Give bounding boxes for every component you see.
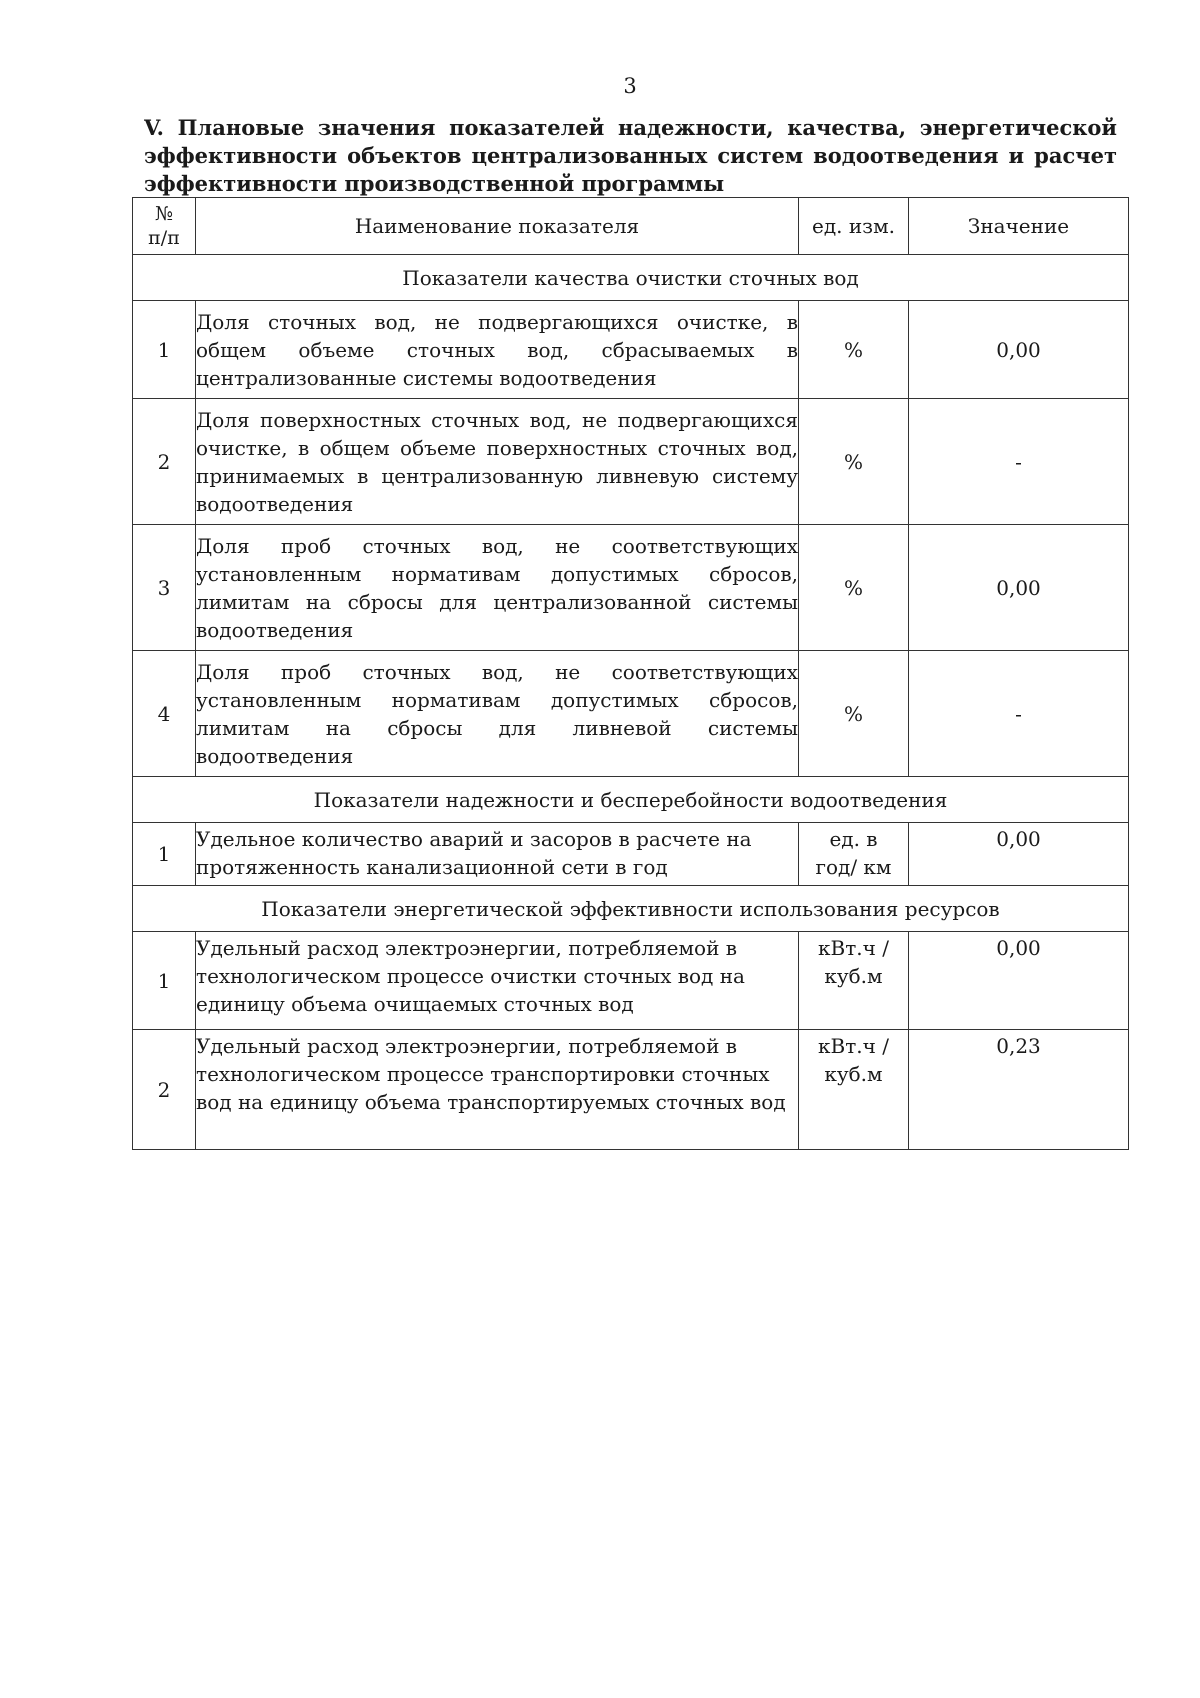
indicator-name-line: протяженность канализационной сети в год [196, 855, 668, 879]
column-header-number-sign: № [155, 203, 173, 225]
indicator-unit: % [799, 525, 909, 651]
indicator-name-line: технологическом процессе очистки сточных вод на [196, 964, 745, 988]
row-number: 3 [133, 525, 196, 651]
indicator-name-line: Удельный расход электроэнергии, потребляемой в [196, 1034, 738, 1058]
indicator-value: 0,23 [909, 1030, 1129, 1150]
indicator-unit-line: кВт.ч / [818, 1034, 889, 1058]
indicator-unit [799, 823, 909, 886]
column-header-unit: ед. изм. [799, 198, 909, 255]
column-header-name: Наименование показателя [196, 198, 799, 255]
table-row [133, 1030, 1129, 1150]
table-row [133, 932, 1129, 1030]
indicator-value: 0,00 [909, 932, 1129, 1030]
indicator-name-line: Удельное количество аварий и засоров в расчете на [196, 827, 752, 851]
indicator-unit-line: ед. в [829, 827, 878, 851]
indicator-value: 0,00 [909, 525, 1129, 651]
row-number: 1 [133, 301, 196, 399]
page-number: 3 [623, 74, 637, 98]
row-number: 2 [133, 399, 196, 525]
table-row [133, 651, 1129, 777]
indicator-name: Доля проб сточных вод, не соответствующих установленным нормативам допустимых сбросов, лимитам на сбросы для ливневой системы водоотведения [196, 651, 799, 777]
column-header-number-abbr: п/п [148, 227, 180, 249]
section-row [133, 777, 1129, 823]
section-row [133, 255, 1129, 301]
row-number: 1 [133, 932, 196, 1030]
indicator-value: 0,00 [909, 823, 1129, 886]
indicator-name: Доля сточных вод, не подвергающихся очистке, в общем объеме сточных вод, сбрасываемых в централизованные системы водоотведения [196, 301, 799, 399]
indicator-unit: % [799, 399, 909, 525]
section-title-quality: Показатели качества очистки сточных вод [133, 255, 1129, 301]
heading-line: эффективности объектов централизованных систем водоотведения и расчет [144, 143, 1117, 168]
indicator-unit: % [799, 651, 909, 777]
indicator-name-line: единицу объема очищаемых сточных вод [196, 992, 634, 1016]
table-row [133, 399, 1129, 525]
indicator-name: Доля проб сточных вод, не соответствующих установленным нормативам допустимых сбросов, лимитам на сбросы для централизованной системы водоотведения [196, 525, 799, 651]
section-title-energy: Показатели энергетической эффективности использования ресурсов [133, 886, 1129, 932]
indicator-unit: % [799, 301, 909, 399]
heading-line: эффективности производственной программы [144, 171, 725, 196]
indicator-name-line: вод на единицу объема транспортируемых сточных вод [196, 1090, 786, 1114]
indicator-name: Доля поверхностных сточных вод, не подвергающихся очистке, в общем объеме поверхностных сточных вод, принимаемых в централизованную ливневую систему водоотведения [196, 399, 799, 525]
indicator-value: 0,00 [909, 301, 1129, 399]
table-row [133, 823, 1129, 886]
heading-line: V. Плановые значения показателей надежности, качества, энергетической [144, 115, 1117, 140]
table-row [133, 301, 1129, 399]
indicator-unit-line: куб.м [824, 1062, 883, 1086]
row-number: 1 [133, 823, 196, 886]
table-row [133, 525, 1129, 651]
section-heading [144, 114, 1117, 198]
indicator-name-line: Удельный расход электроэнергии, потребляемой в [196, 936, 738, 960]
indicator-unit-line: куб.м [824, 964, 883, 988]
column-header-number [133, 198, 196, 255]
indicator-unit-line: кВт.ч / [818, 936, 889, 960]
indicator-unit-line: год/ км [815, 855, 892, 879]
indicator-value: - [909, 651, 1129, 777]
row-number: 4 [133, 651, 196, 777]
column-header-value: Значение [909, 198, 1129, 255]
section-row [133, 886, 1129, 932]
section-title-reliability: Показатели надежности и бесперебойности водоотведения [133, 777, 1129, 823]
table-header-row [133, 198, 1129, 255]
indicator-name [196, 823, 799, 886]
indicator-name [196, 932, 799, 1030]
indicator-name-line: технологическом процессе транспортировки сточных [196, 1062, 770, 1086]
indicator-unit [799, 1030, 909, 1150]
row-number: 2 [133, 1030, 196, 1150]
indicator-value: - [909, 399, 1129, 525]
indicator-name [196, 1030, 799, 1150]
indicator-unit [799, 932, 909, 1030]
indicators-table [132, 197, 1129, 1150]
